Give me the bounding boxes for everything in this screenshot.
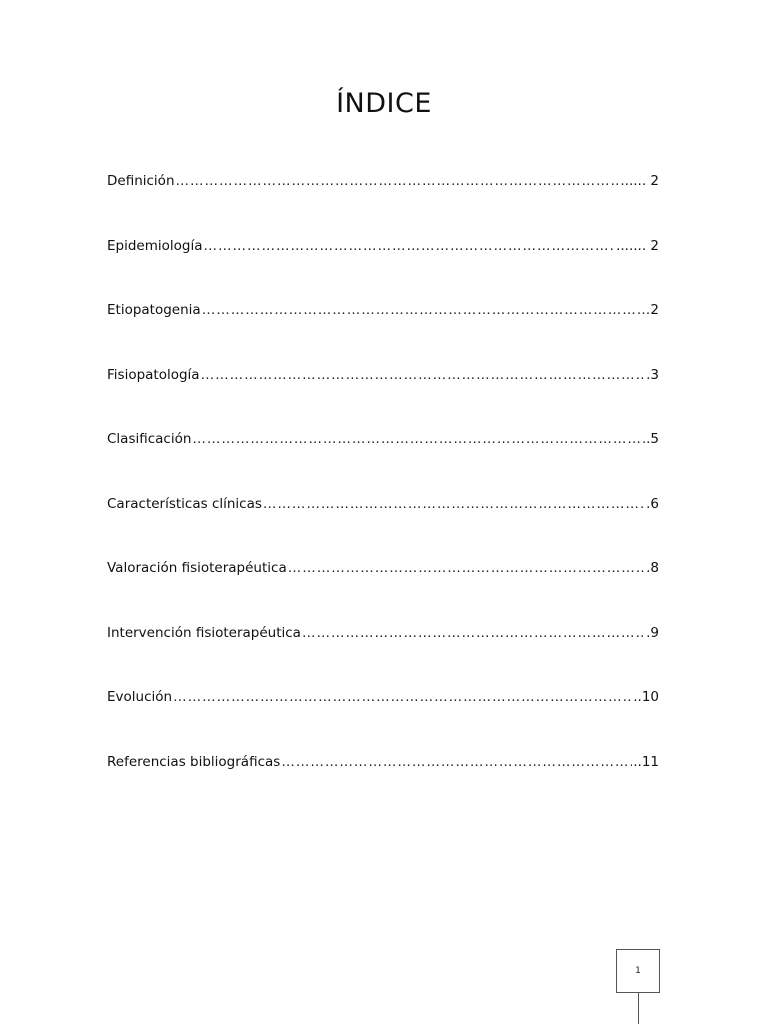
table-of-contents [107,168,659,813]
toc-entry-page: .3 [646,366,659,383]
toc-entry-etiopatogenia[interactable] [107,297,659,323]
toc-leader-dots [263,491,645,517]
toc-leader-dots [204,233,616,259]
toc-entry-label: Definición [107,173,175,189]
toc-entry-clasificacion[interactable] [107,426,659,452]
toc-entry-page: 2 [650,302,659,318]
toc-entry-intervencion-fisioterapeutica[interactable] [107,620,659,646]
toc-entry-referencias-bibliograficas[interactable] [107,749,659,775]
toc-leader-dots [192,426,645,452]
toc-leader-dots [288,555,645,581]
toc-entry-label: Epidemiología [107,237,203,254]
toc-entry-label: Etiopatogenia [107,302,201,318]
page-number: 1 [635,966,641,976]
toc-entry-label: Fisiopatología [107,366,200,383]
page-title: ÍNDICE [336,88,432,119]
toc-leader-dots [302,620,645,646]
toc-leader-dots [201,362,646,388]
toc-entry-page: .9 [646,624,659,641]
toc-entry-fisiopatologia[interactable] [107,362,659,388]
toc-entry-label: Referencias bibliográficas [107,753,281,770]
toc-entry-page: ..11 [633,753,659,770]
toc-leader-dots [281,749,632,775]
toc-leader-dots [202,297,650,323]
toc-entry-definicion[interactable] [107,168,659,194]
toc-entry-page: ...... 2 [620,173,659,189]
toc-entry-label: Características clínicas [107,495,262,512]
toc-entry-evolucion[interactable] [107,684,659,710]
toc-leader-dots [176,168,620,194]
toc-entry-label: Valoración fisioterapéutica [107,560,287,576]
toc-entry-page: .6 [646,495,659,512]
toc-entry-epidemiologia[interactable] [107,233,659,259]
toc-entry-valoracion-fisioterapeutica[interactable] [107,555,659,581]
toc-entry-label: Intervención fisioterapéutica [107,624,301,641]
page-number-connector-line [638,993,639,1024]
page-number-box [616,949,660,993]
toc-leader-dots [173,684,632,710]
toc-entry-label: Clasificación [107,431,192,447]
toc-entry-page: .5 [646,431,659,447]
toc-entry-page: ..10 [633,689,659,705]
toc-entry-page: ....... 2 [616,237,659,254]
toc-entry-label: Evolución [107,689,173,705]
toc-entry-page: .8 [646,560,659,576]
toc-entry-caracteristicas-clinicas[interactable] [107,491,659,517]
